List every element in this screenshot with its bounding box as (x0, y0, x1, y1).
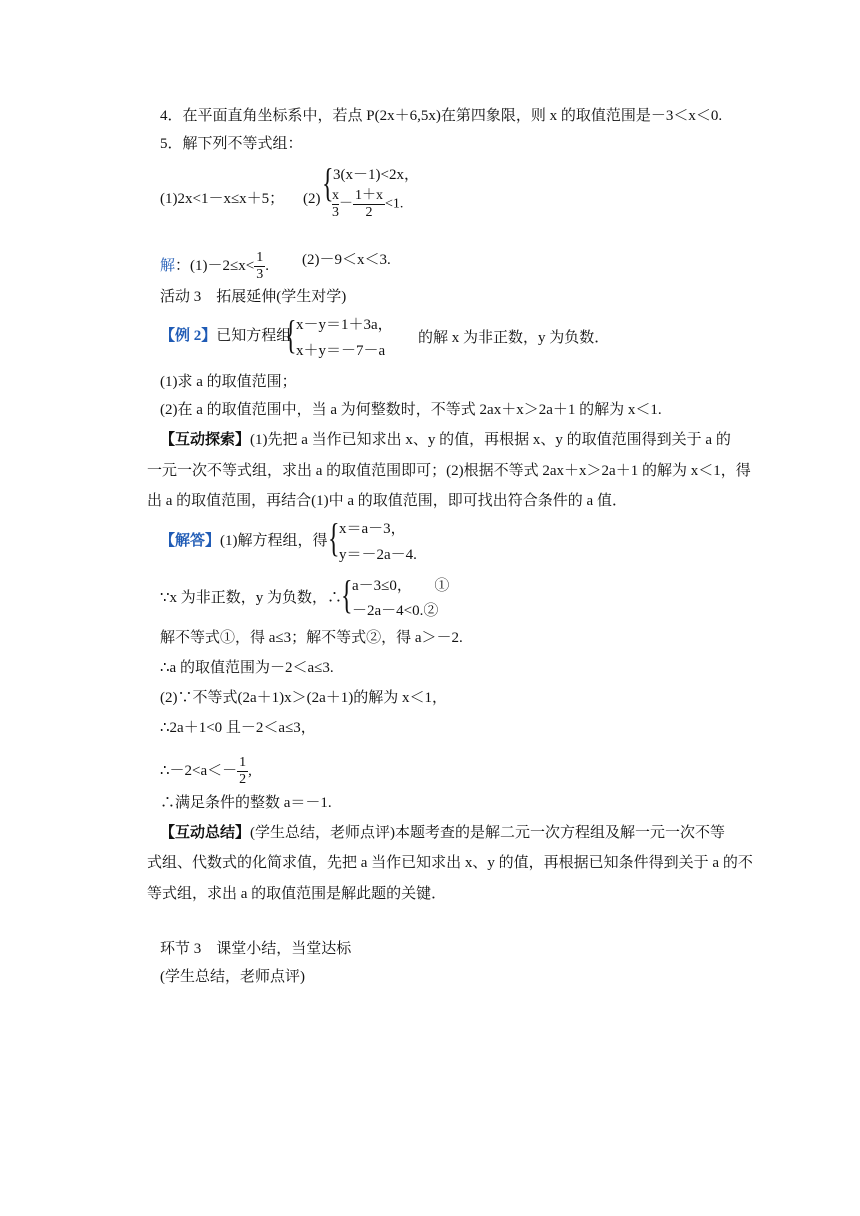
solution-1: ：(1)－2≤x< (175, 257, 255, 274)
explore-line-2: 一元一次不等式组，求出 a 的取值范围即可；(2)根据不等式 2ax＋x＞2a＋1 的解为 x＜1，得 (147, 463, 751, 479)
example-2-condition: 的解 x 为非正数，y 为负数． (418, 330, 610, 346)
q5-part1: (1)2x<1－x≤x＋5； (160, 191, 285, 207)
solution-2: (2)－9＜x＜3. (302, 252, 391, 268)
explore-line-1 (160, 430, 731, 450)
explore-label: 【互动探索】 (160, 432, 251, 448)
part2-line-3 (160, 755, 252, 788)
explore-line-3: 出 a 的取值范围，再结合(1)中 a 的取值范围，即可找出符合条件的 a 值． (147, 493, 627, 509)
question-4: 4．在平面直角坐标系中，若点 P(2x＋6,5x)在第四象限，则 x 的取值范围是－3＜x＜0. (160, 108, 723, 124)
q5-frac-3: 3 (332, 205, 339, 220)
sol1-frac-den: 3 (256, 267, 264, 282)
part2-line-2: ∴2a＋1<0 且－2＜a≤3， (160, 720, 316, 736)
range-of-a: ∴a 的取值范围为－2＜a≤3. (160, 660, 334, 676)
q5-solution (160, 250, 269, 283)
solve-inequalities: 解不等式①，得 a≤3；解不等式②，得 a＞－2. (160, 630, 463, 646)
summary-label: 【互动总结】 (160, 825, 251, 841)
activity-3-heading: 活动 3 拓展延伸(学生对学) (160, 289, 347, 305)
q5-frac-den: 2 (365, 205, 373, 220)
system2-brace: { (341, 572, 353, 617)
ex2-equation-1: x－y＝1＋3a， (296, 317, 393, 333)
summary-line-2: 式组、代数式的化简求值，先把 a 当作已知求出 x、y 的值，再根据已知条件得到关于 a 的不 (147, 855, 753, 871)
example-2-label: 【例 2】 (160, 328, 217, 344)
part2-frac-num: 1 (239, 755, 247, 770)
part2-text-3: ∴－2<a＜－ (160, 762, 238, 779)
system2-line-2: －2a－4<0.② (352, 603, 439, 619)
sol1-frac-num: 1 (256, 250, 264, 265)
answer-brace: { (328, 515, 340, 560)
explore-text-1: (1)先把 a 当作已知求出 x、y 的值，再根据 x、y 的取值范围得到关于 a 的 (250, 432, 731, 448)
example-2-intro (160, 326, 291, 346)
sol1-tail: . (265, 257, 269, 274)
section-3-subtitle: (学生总结，老师点评) (160, 969, 305, 985)
summary-line-1 (160, 823, 725, 843)
summary-line-3: 等式组，求出 a 的取值范围是解此题的关键． (147, 886, 447, 902)
q5-frac-x: x (332, 188, 339, 203)
section-3-heading: 环节 3 课堂小结，当堂达标 (160, 941, 352, 957)
because-line: ∵x 为非正数，y 为负数，∴ (160, 590, 343, 606)
answer-text-1: (1)解方程组，得 (220, 533, 328, 549)
summary-text-1: (学生总结，老师点评)本题考查的是解二元一次方程组及解一元一次不等 (250, 825, 726, 841)
part2-line-4: ∴满足条件的整数 a＝－1. (160, 795, 332, 811)
q5-frac-num: 1＋x (355, 188, 383, 203)
part2-frac-den: 2 (239, 772, 247, 787)
q5-part2-label: (2) (303, 191, 321, 207)
q5-brace: { (322, 160, 334, 205)
q5-system-line1: 3(x－1)<2x， (333, 167, 419, 183)
example-2-question-2: (2)在 a 的取值范围中，当 a 为何整数时，不等式 2ax＋x＞2a＋1 的解为 x＜1. (160, 402, 662, 418)
part2-tail: , (248, 762, 252, 779)
system2-line-1: a－3≤0， ① (352, 578, 450, 594)
question-5-heading: 5．解下列不等式组： (160, 136, 303, 152)
ex2-brace: { (285, 312, 297, 357)
answer-equation-2: y＝－2a－4. (339, 547, 417, 563)
example-2-text: 已知方程组 (216, 328, 292, 344)
ex2-equation-2: x＋y＝－7－a (296, 343, 386, 359)
q5-system-tail: <1. (385, 196, 404, 212)
solution-label: 解 (160, 257, 176, 274)
answer-equation-1: x＝a－3， (339, 521, 406, 537)
answer-label: 【解答】 (160, 533, 221, 549)
answer-line-1 (160, 531, 328, 551)
q5-system-x-over-3: $\frac{x}{3}$ － $\frac{1+x}{2}$ <1. (332, 188, 404, 220)
example-2-question-1: (1)求 a 的取值范围； (160, 374, 297, 390)
part2-line-1: (2)∵不等式(2a＋1)x＞(2a＋1)的解为 x＜1， (160, 690, 448, 706)
